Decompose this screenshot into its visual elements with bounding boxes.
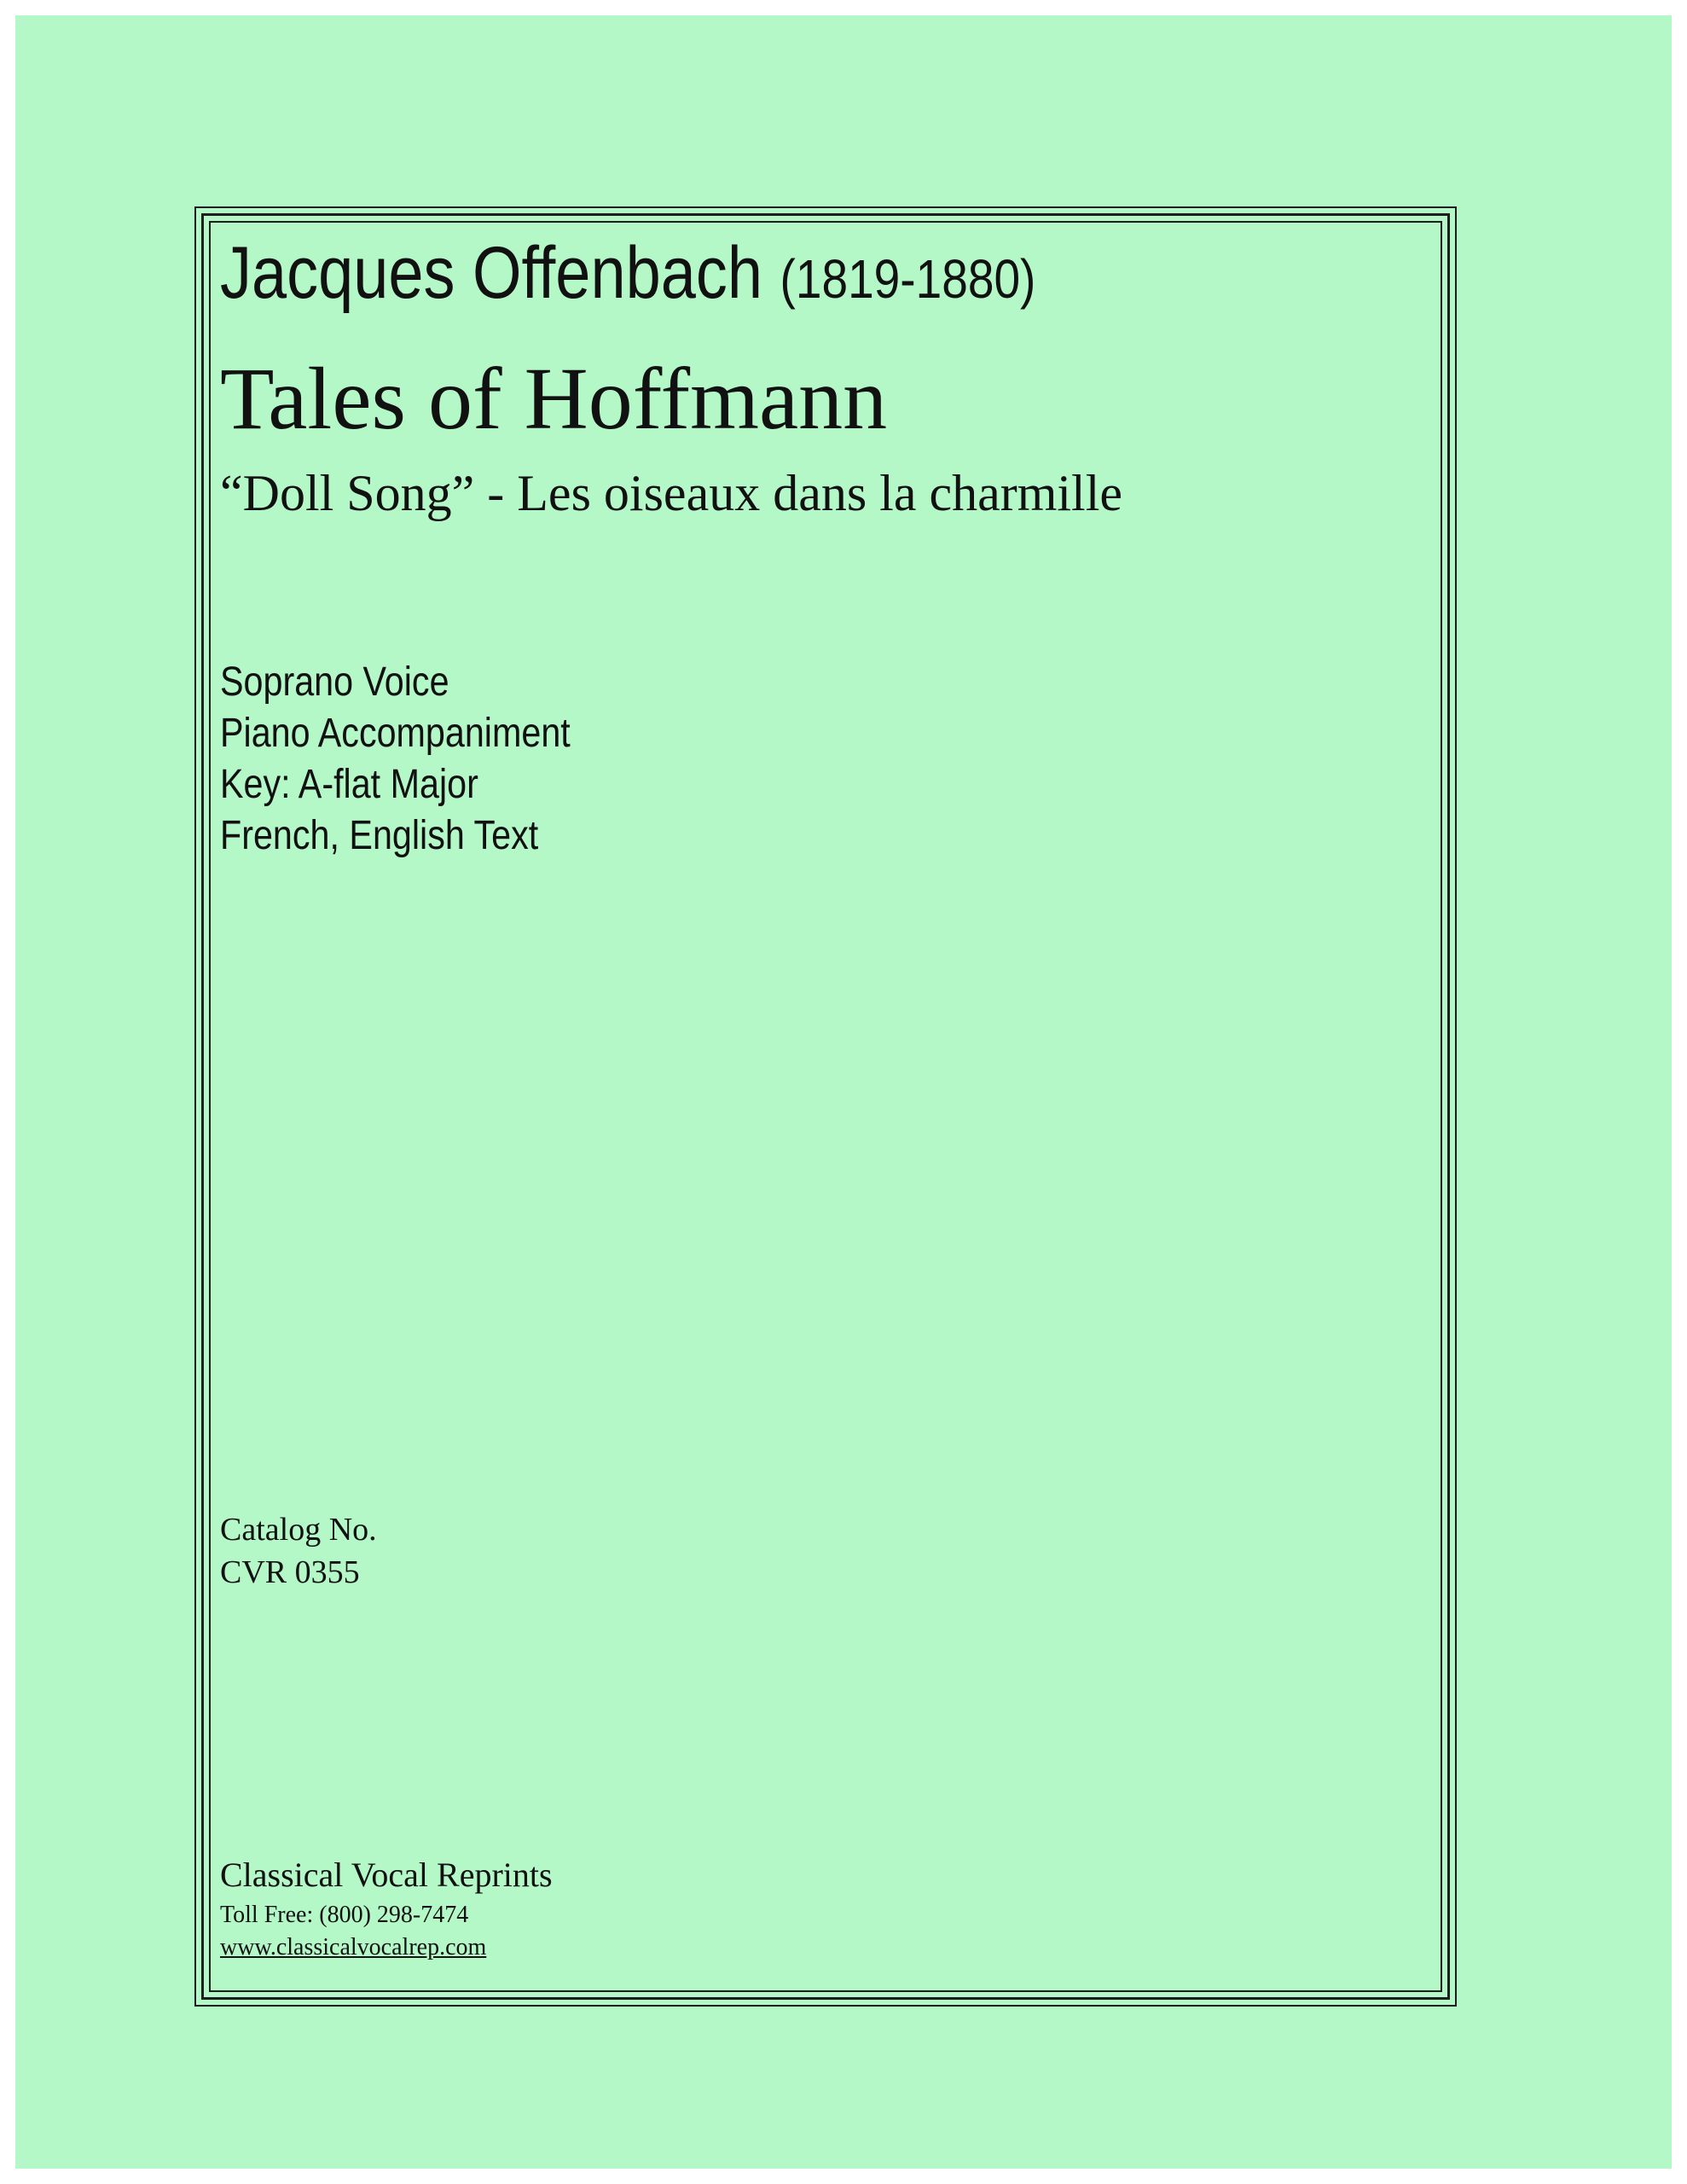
publisher-name: Classical Vocal Reprints: [220, 1856, 553, 1894]
edition-details: [220, 657, 571, 862]
publisher-contact: [220, 1899, 486, 1964]
composer-name: Jacques Offenbach: [220, 232, 762, 314]
cover-sheet: [15, 15, 1672, 2169]
toll-free-number: Toll Free: (800) 298-7474: [220, 1902, 469, 1928]
detail-key: Key: A-flat Major: [220, 762, 478, 807]
composer-dates: (1819-1880): [780, 248, 1036, 310]
detail-text-languages: French, English Text: [220, 813, 539, 858]
website-link[interactable]: www.classicalvocalrep.com: [220, 1934, 487, 1960]
detail-accompaniment: Piano Accompaniment: [220, 711, 571, 756]
catalog-block: [220, 1508, 377, 1594]
catalog-label: Catalog No.: [220, 1512, 377, 1548]
aria-subtitle: “Doll Song” - Les oiseaux dans la charmille: [220, 465, 1123, 521]
detail-voice: Soprano Voice: [220, 659, 449, 705]
composer-heading: [220, 230, 1035, 322]
work-title: Tales of Hoffmann: [220, 350, 888, 448]
catalog-number: CVR 0355: [220, 1554, 360, 1590]
